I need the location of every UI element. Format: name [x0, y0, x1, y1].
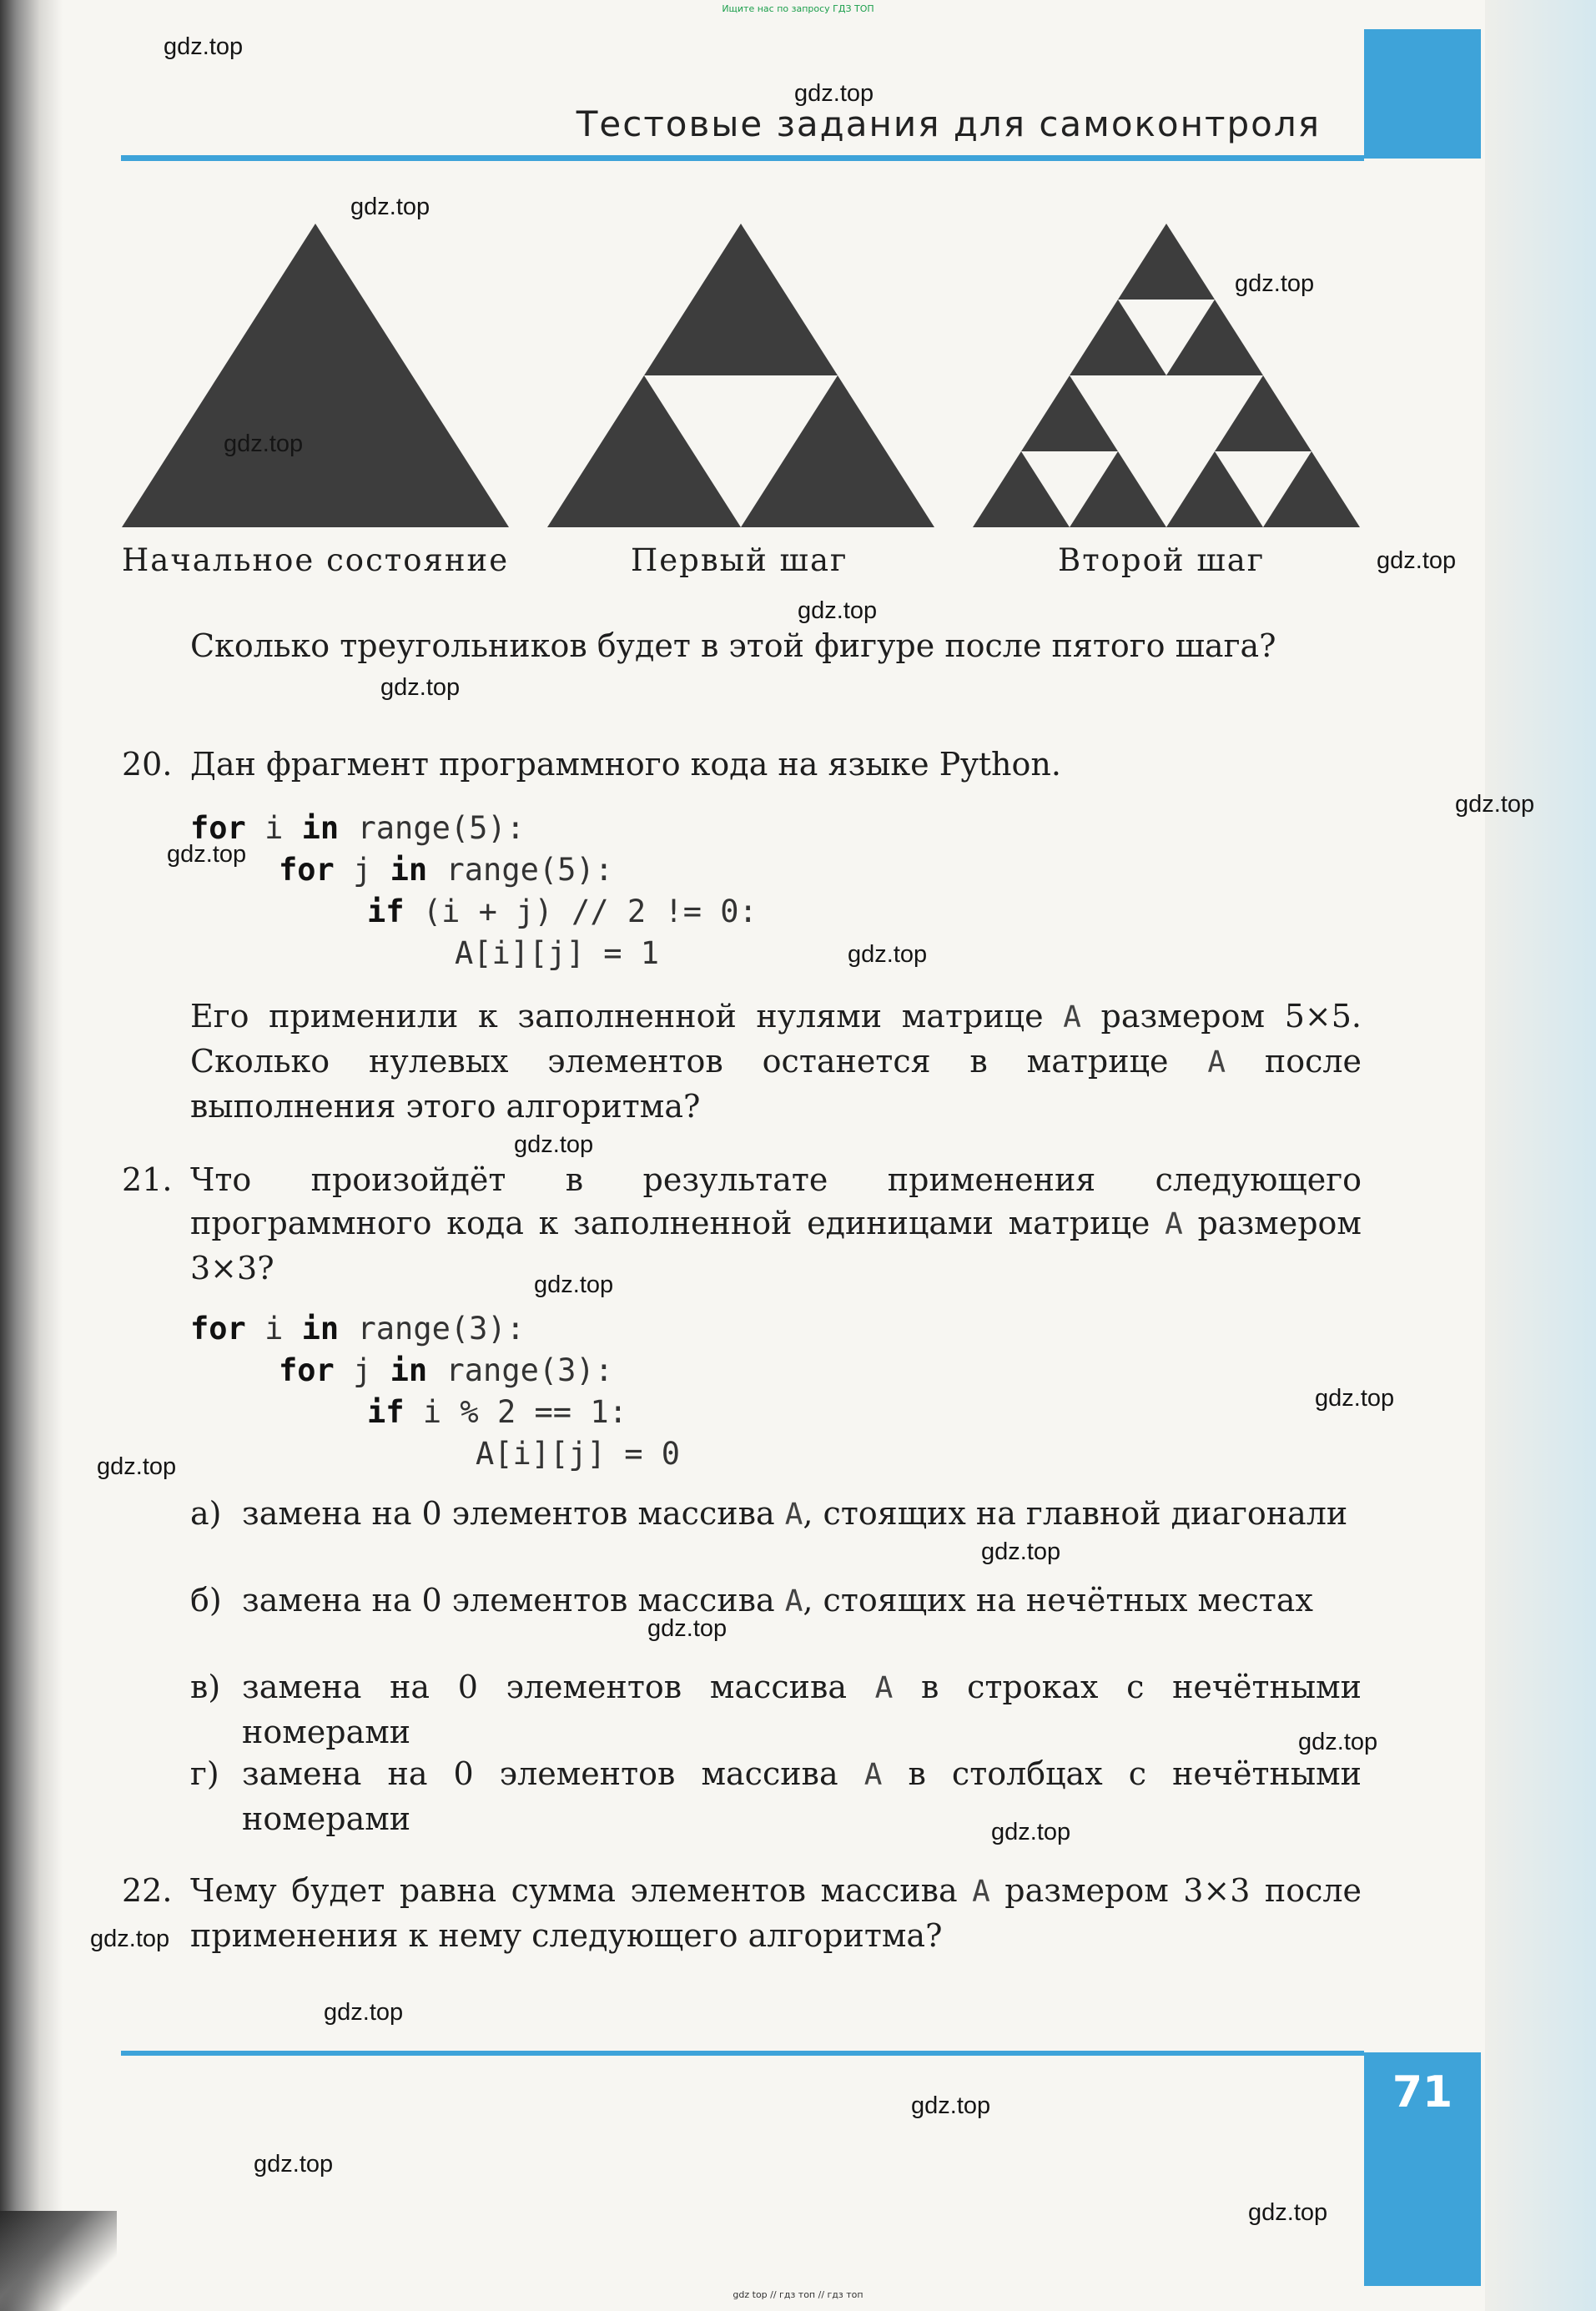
question-22-number: 22. [122, 1872, 173, 1909]
watermark: gdz.top [224, 430, 304, 457]
page-binding-shadow [0, 0, 63, 2311]
code-line: for j in range(5): [279, 852, 613, 888]
watermark: gdz.top [794, 80, 874, 107]
watermark: gdz.top [1235, 270, 1315, 297]
question-19-text: Сколько треугольников будет в этой фигуре после пятого шага? [190, 627, 1276, 664]
figure-initial-state [122, 224, 509, 527]
watermark: gdz.top [1315, 1385, 1395, 1412]
watermark: gdz.top [90, 1926, 170, 1952]
header-color-tab [1364, 29, 1481, 159]
watermark: gdz.top [164, 33, 244, 60]
question-20-text: Дан фрагмент программного кода на языке Python. [190, 746, 1061, 783]
figure-first-step [547, 224, 934, 527]
watermark: gdz.top [911, 2092, 991, 2119]
watermark: gdz.top [1455, 791, 1535, 818]
answer-option-c: в) замена на 0 элементов массива A в строках с нечётными номерами [190, 1669, 1362, 1750]
watermark: gdz.top [254, 2151, 334, 2178]
footer-rule [121, 2051, 1364, 2056]
answer-option-a: а) замена на 0 элементов массива A, стоящих на главной диагонали [190, 1495, 1348, 1532]
watermark: gdz.top [1248, 2199, 1328, 2226]
caption-first-step: Первый шаг [631, 542, 848, 578]
caption-initial: Начальное состояние [122, 542, 510, 578]
top-promo-note: Ищите нас по запросу ГДЗ ТОП [722, 3, 874, 14]
question-21-number: 21. [122, 1161, 173, 1198]
figure-second-step [973, 224, 1360, 527]
question-22-text: Чему будет равна сумма элементов массива A размером 3×3 после применения к нему следующего алгоритма? [190, 1872, 1362, 1954]
page-right-margin [1485, 0, 1596, 2311]
code-line: for i in range(5): [190, 810, 525, 846]
code-line: A[i][j] = 1 [455, 935, 660, 971]
question-20-followup: Его применили к заполненной нулями матрице A размером 5×5. Сколько нулевых элементов останется в матрице A после выполнения этого алгоритма? [190, 998, 1362, 1125]
watermark: gdz.top [97, 1453, 177, 1480]
watermark: gdz.top [324, 1999, 404, 2026]
bottom-promo-note: gdz top // гдз топ // гдз топ [733, 2289, 863, 2300]
code-line: for i in range(3): [190, 1311, 525, 1347]
watermark: gdz.top [981, 1538, 1061, 1565]
watermark: gdz.top [380, 674, 461, 701]
answer-option-b: б) замена на 0 элементов массива A, стоящих на нечётных местах [190, 1582, 1313, 1619]
question-21-text: Что произойдёт в результате применения следующего программного кода к заполненной единицами матрице A размером 3×3? [190, 1161, 1362, 1286]
caption-second-step: Второй шаг [1058, 542, 1266, 578]
watermark: gdz.top [798, 597, 878, 624]
watermark: gdz.top [167, 841, 247, 868]
watermark: gdz.top [1298, 1729, 1378, 1755]
page-number: 71 [1392, 2067, 1453, 2117]
triangle-level-0 [122, 224, 509, 527]
answer-option-d: г) замена на 0 элементов массива A в столбцах с нечётными номерами [190, 1755, 1362, 1837]
watermark: gdz.top [350, 194, 430, 220]
code-line: A[i][j] = 0 [476, 1436, 681, 1472]
code-line: if (i + j) // 2 != 0: [367, 894, 758, 929]
watermark: gdz.top [991, 1819, 1071, 1845]
watermark: gdz.top [647, 1615, 728, 1642]
watermark: gdz.top [534, 1271, 614, 1298]
header-rule [121, 155, 1364, 161]
watermark: gdz.top [848, 941, 928, 968]
code-line: for j in range(3): [279, 1352, 613, 1388]
question-20-number: 20. [122, 746, 173, 783]
code-line: if i % 2 == 1: [367, 1394, 627, 1430]
page-title: Тестовые задания для самоконтроля [576, 103, 1321, 144]
watermark: gdz.top [514, 1131, 594, 1158]
watermark: gdz.top [1377, 547, 1457, 574]
